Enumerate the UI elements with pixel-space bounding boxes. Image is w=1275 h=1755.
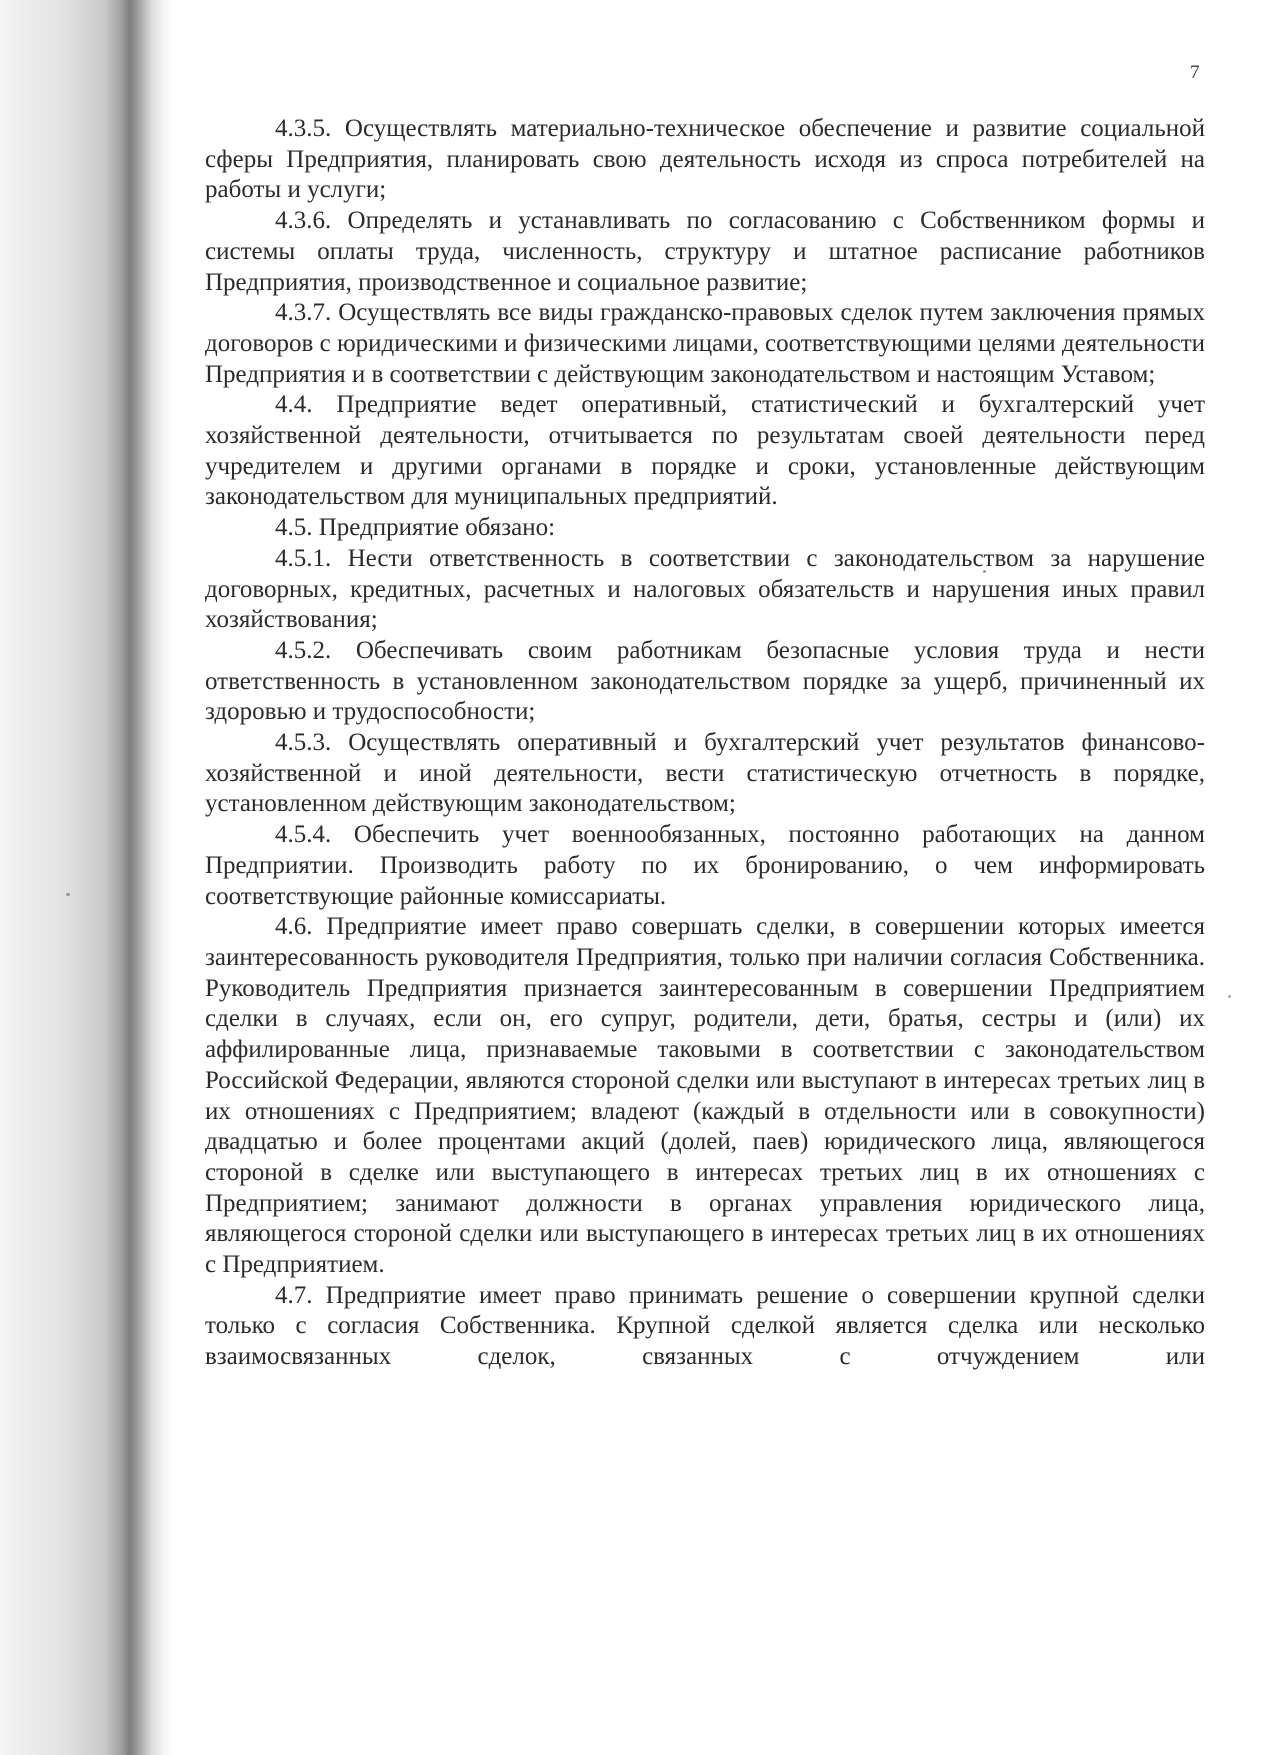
scan-binding-shadow — [0, 0, 175, 1755]
page-number: 7 — [1190, 62, 1200, 83]
document-body — [205, 114, 1205, 1373]
paragraph-4-4: 4.4. Предприятие ведет оперативный, статистический и бухгалтерский учет хозяйственной деятельности, отчитывается по результатам своей деятельности перед учредителем и другими органами в порядке и сроки, установленные действующим законодательством для муниципальных предприятий. — [205, 391, 1205, 511]
scan-speck — [1228, 995, 1231, 998]
paragraph-4-3-6: 4.3.6. Определять и устанавливать по согласованию с Собственником формы и системы оплаты труда, численность, структуру и штатное расписание работников Предприятия, производственное и социальное развитие; — [205, 207, 1205, 296]
paragraph-4-3-7: 4.3.7. Осуществлять все виды гражданско-правовых сделок путем заключения прямых договоров с юридическими и физическими лицами, соответствующими целями деятельности Предприятия и в соответствии с действующим законодательством и настоящим Уставом; — [205, 299, 1205, 388]
paragraph-4-5-4: 4.5.4. Обеспечить учет военнообязанных, постоянно работающих на данном Предприятии. Производить работу по их бронированию, о чем информировать соответствующие районные комиссариаты. — [205, 821, 1205, 910]
paragraph-4-5: 4.5. Предприятие обязано: — [275, 514, 556, 542]
paragraph-4-5-2: 4.5.2. Обеспечивать своим работникам безопасные условия труда и нести ответственность в установленном законодательством порядке за ущерб, причиненный их здоровью и трудоспособности; — [205, 636, 1205, 726]
paragraph-4-5-3: 4.5.3. Осуществлять оперативный и бухгалтерский учет результатов финансово-хозяйственной и иной деятельности, вести статистическую отчетность в порядке, установленном действующим законодательством; — [205, 729, 1205, 818]
paragraph-4-3-5: 4.3.5. Осуществлять материально-техническое обеспечение и развитие социальной сферы Предприятия, планировать свою деятельность исходя из спроса потребителей на работы и услуги; — [205, 115, 1205, 204]
scan-speck — [66, 893, 70, 896]
paragraph-4-5-1: 4.5.1. Нести ответственность в соответствии с законодательством за нарушение договорных, кредитных, расчетных и налоговых обязательств и нарушения иных правил хозяйствования; — [205, 544, 1205, 634]
paragraph-4-6: 4.6. Предприятие имеет право совершать сделки, в совершении которых имеется заинтересованность руководителя Предприятия, только при наличии согласия Собственника. Руководитель Предприятия признается заинтересованным в совершении Предприятием сделки в случаях, если он, его супруг, родители, дети, братья, сестры и (или) их аффилированные лица, признаваемые таковыми в соответствии с законодательством Российской Федерации, являются стороной сделки или выступают в интересах третьих лиц в их отношениях с Предприятием; владеют (каждый в отдельности или в совокупности) двадцатью и более процентами акций (долей, паев) юридического лица, являющегося стороной в сделке или выступающего в интересах третьих лиц в их отношениях с Предприятием; занимают должности в органах управления юридического лица, являющегося стороной сделки или выступающего в интересах третьих лиц в их отношениях с Предприятием. — [205, 913, 1205, 1279]
paragraph-4-7: 4.7. Предприятие имеет право принимать решение о совершении крупной сделки только с согласия Собственника. Крупной сделкой является сделка или несколько взаимосвязанных сделок, связанных с отчуждением или — [205, 1281, 1205, 1371]
